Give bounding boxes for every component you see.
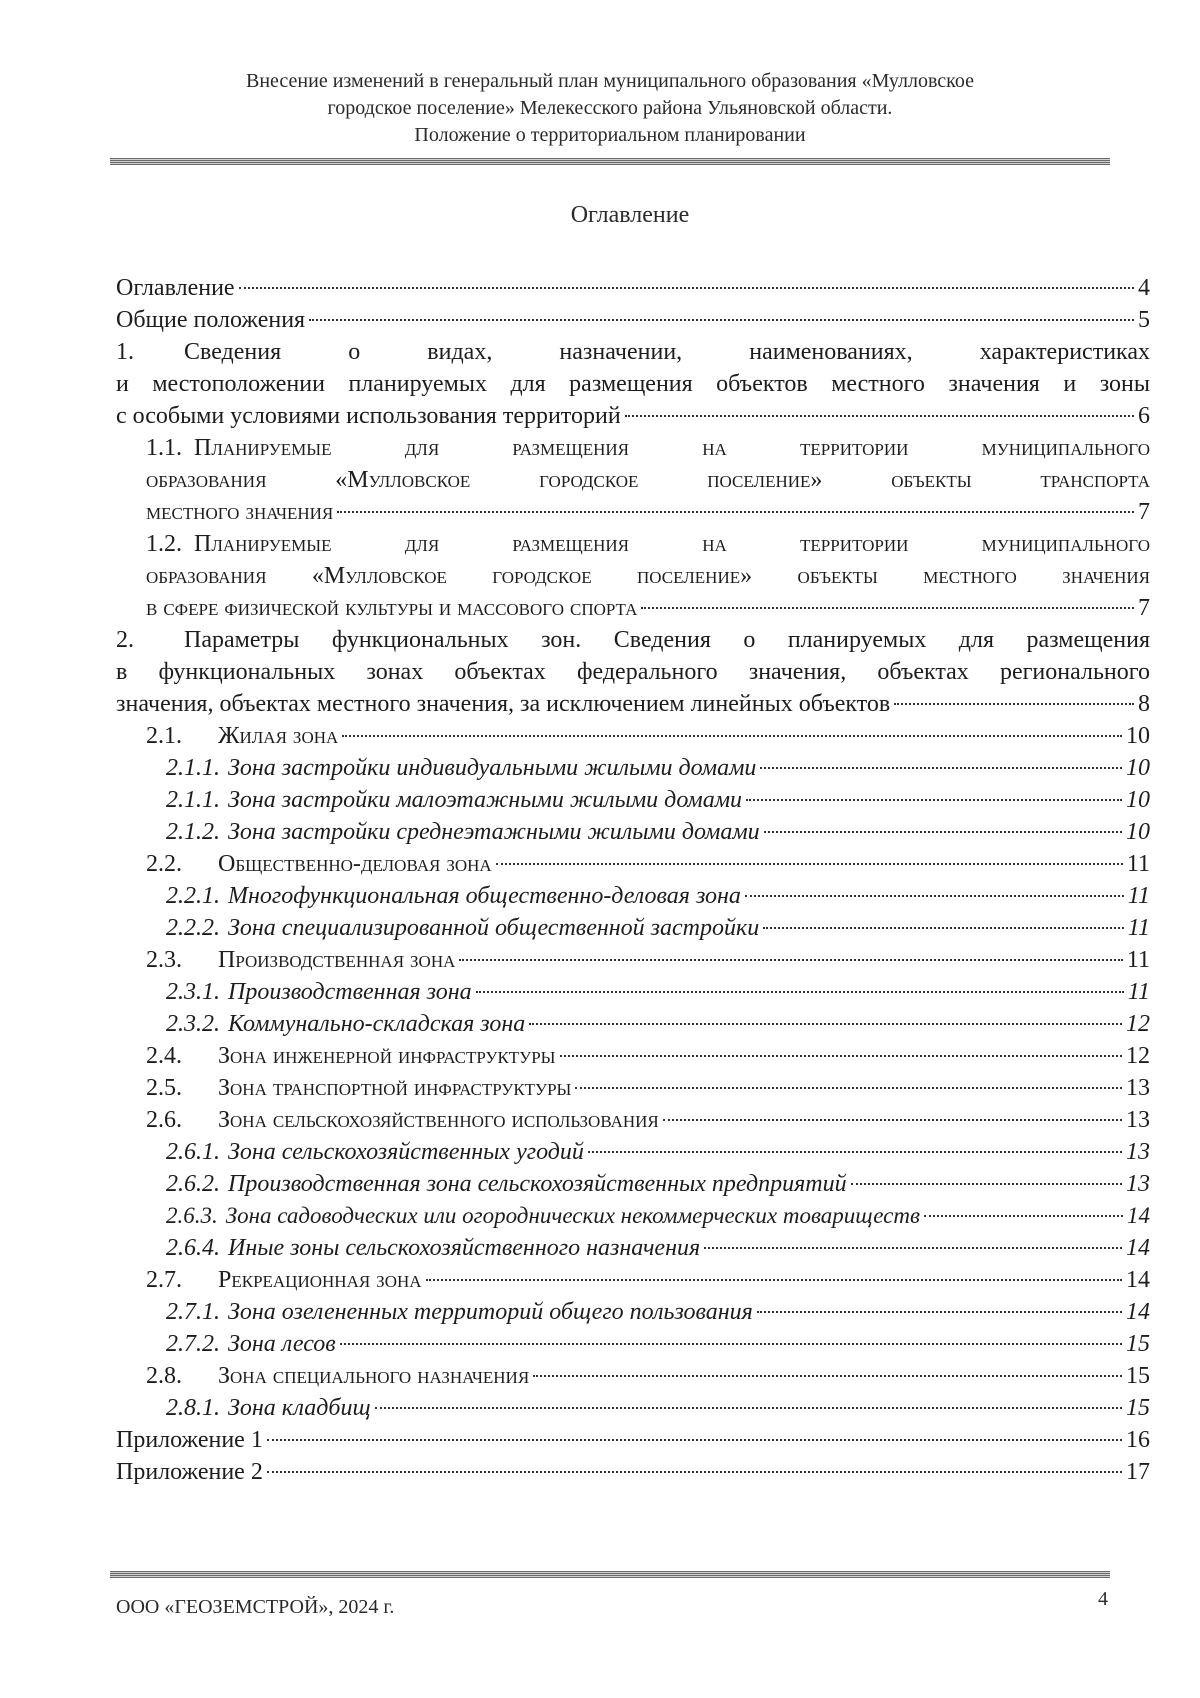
leader-dots <box>340 1343 1122 1345</box>
toc-entry-label: Производственная зона <box>218 947 456 973</box>
toc-entry-number: 2.6.2. <box>166 1171 220 1197</box>
leader-dots <box>267 1439 1122 1441</box>
toc-entry-line: в функциональных зонах объектах федерального значения, объектах регионального <box>116 659 1150 685</box>
toc-entry-line: и местоположении планируемых для размещения объектов местного значения и зоны <box>116 371 1150 397</box>
toc-page-number: 8 <box>1138 691 1150 717</box>
toc-page-number: 15 <box>1126 1331 1150 1357</box>
leader-dots <box>476 991 1124 993</box>
toc-entry-line: 1.2. Планируемые для размещения на территории муниципального <box>146 531 1150 557</box>
header-rule <box>110 158 1110 165</box>
toc-entry[interactable] <box>116 1424 1150 1456</box>
toc-entry-line: образования «Мулловское городское поселение» объекты транспорта <box>146 467 1150 493</box>
toc-entry-number: 2.6.3. <box>166 1203 218 1228</box>
toc-entry[interactable] <box>116 848 1150 880</box>
leader-dots <box>426 1279 1122 1281</box>
leader-dots <box>641 607 1134 609</box>
toc-entry-label: Оглавление <box>116 275 235 301</box>
leader-dots <box>764 831 1122 833</box>
toc-entry[interactable] <box>116 1104 1150 1136</box>
toc-entry-number: 1. <box>116 339 134 365</box>
toc-entry-number: 2.7.2. <box>166 1331 220 1357</box>
leader-dots <box>239 287 1134 289</box>
leader-dots <box>704 1247 1122 1249</box>
toc-entry-number: 2.1. <box>146 723 182 749</box>
leader-dots <box>342 735 1122 737</box>
toc-entry-line: 2. Параметры функциональных зон. Сведения о планируемых для размещения <box>116 624 1150 656</box>
leader-dots <box>575 1087 1122 1089</box>
toc-page-number: 11 <box>1127 915 1150 941</box>
leader-dots <box>375 1407 1122 1409</box>
toc-entry-label: Зона озелененных территорий общего пользования <box>228 1299 753 1325</box>
toc-entry-number: 2.5. <box>146 1075 182 1101</box>
toc-entry-number: 2.4. <box>146 1043 182 1069</box>
footer-company: ООО «ГЕОЗЕМСТРОЙ», 2024 г. <box>116 1596 395 1618</box>
toc-entry[interactable] <box>116 304 1150 336</box>
leader-dots <box>663 1119 1122 1121</box>
toc-entry[interactable] <box>116 1392 1150 1424</box>
header-line-3: Положение о территориальном планировании <box>414 124 806 146</box>
leader-dots <box>746 799 1122 801</box>
toc-entry-label: местного значения <box>146 499 334 525</box>
toc-entry[interactable] <box>116 336 1150 432</box>
toc-entry[interactable] <box>116 1296 1150 1328</box>
toc-entry-line: 1.1. Планируемые для размещения на территории муниципального <box>146 435 1150 461</box>
toc-entry[interactable] <box>116 1328 1150 1360</box>
toc-entry[interactable] <box>116 912 1150 944</box>
toc-entry-number: 2.1.2. <box>166 819 220 845</box>
toc-page-number: 11 <box>1126 851 1150 877</box>
toc-entry-label: значения, объектах местного значения, за исключением линейных объектов <box>116 691 891 717</box>
toc-entry-number: 2.6.1. <box>166 1139 220 1165</box>
toc-entry-label: Зона специализированной общественной застройки <box>228 915 760 941</box>
toc-page-number: 7 <box>1138 595 1150 621</box>
toc-entry-label: Рекреационная зона <box>218 1267 422 1293</box>
toc-entry-number: 2. <box>116 627 134 653</box>
toc-entry-number: 2.7. <box>146 1267 182 1293</box>
toc-page-number: 16 <box>1126 1427 1150 1453</box>
toc-entry[interactable] <box>116 784 1150 816</box>
leader-dots <box>533 1375 1122 1377</box>
toc-entry-number: 2.8. <box>146 1363 182 1389</box>
toc-page-number: 4 <box>1138 275 1150 301</box>
toc-entry-label: Зона транспортной инфраструктуры <box>218 1075 572 1101</box>
leader-dots <box>757 1311 1122 1313</box>
leader-dots <box>459 959 1122 961</box>
toc-entry-label: Жилая зона <box>218 723 339 749</box>
toc-entry[interactable] <box>116 720 1150 752</box>
leader-dots <box>267 1471 1122 1473</box>
toc-entry[interactable] <box>116 1360 1150 1392</box>
toc-entry-number: 2.3. <box>146 947 182 973</box>
leader-dots <box>337 511 1134 513</box>
toc-entry[interactable] <box>116 1008 1150 1040</box>
toc-page-number: 10 <box>1126 787 1150 813</box>
toc-entry-label: Зона инженерной инфраструктуры <box>218 1043 556 1069</box>
toc-page-number: 12 <box>1126 1043 1150 1069</box>
toc-entry[interactable] <box>116 1168 1150 1200</box>
toc-page-number: 13 <box>1126 1075 1150 1101</box>
toc-entry-label: Многофункциональная общественно-деловая зона <box>228 883 741 909</box>
toc-page-number: 7 <box>1138 499 1150 525</box>
toc-page-number: 15 <box>1126 1363 1150 1389</box>
toc-page-number: 14 <box>1126 1267 1150 1293</box>
leader-dots <box>745 895 1124 897</box>
footer-page-number: 4 <box>1098 1588 1108 1610</box>
toc-entry-label: Зона специального назначения <box>218 1363 530 1389</box>
toc-entry[interactable] <box>116 528 1150 624</box>
toc-page-number: 10 <box>1126 819 1150 845</box>
toc-entry-label: Общественно-деловая зона <box>218 851 492 877</box>
toc-entry[interactable] <box>116 624 1150 720</box>
toc-entry-number: 1.2. <box>146 531 182 557</box>
toc-entry-label: в сфере физической культуры и массового спорта <box>146 595 638 621</box>
toc-entry-number: 2.1.1. <box>166 755 220 781</box>
toc-entry[interactable] <box>116 944 1150 976</box>
toc-entry-number: 2.6.4. <box>166 1235 220 1261</box>
toc-entry-label: Коммунально-складская зона <box>228 1011 526 1037</box>
toc-entry-number: 2.7.1. <box>166 1299 220 1325</box>
leader-dots <box>560 1055 1123 1057</box>
toc-entry-number: 2.8.1. <box>166 1395 220 1421</box>
toc-page-number: 10 <box>1126 755 1150 781</box>
leader-dots <box>496 863 1123 865</box>
document-header <box>110 68 1110 149</box>
toc-entry-number: 2.3.2. <box>166 1011 220 1037</box>
toc-entry[interactable] <box>116 1040 1150 1072</box>
toc-entry-label: Зона лесов <box>228 1331 336 1357</box>
toc-entry-label: Зона застройки малоэтажными жилыми домами <box>228 787 743 813</box>
toc-entry-label: с особыми условиями использования территорий <box>116 403 621 429</box>
toc-page-number: 5 <box>1138 307 1150 333</box>
toc-entry-label: Зона кладбищ <box>228 1395 371 1421</box>
toc-entry-label: Зона садоводческих или огороднических некоммерческих товариществ <box>225 1203 920 1228</box>
toc-entry-number: 2.2.1. <box>166 883 220 909</box>
leader-dots <box>851 1183 1122 1185</box>
toc-entry[interactable] <box>116 1136 1150 1168</box>
toc-page-number: 15 <box>1126 1395 1150 1421</box>
toc-page-number: 6 <box>1138 403 1150 429</box>
toc-page-number: 11 <box>1127 883 1150 909</box>
toc-entry[interactable] <box>116 272 1150 304</box>
toc-entry-label: Приложение 1 <box>116 1427 263 1453</box>
toc-page-number: 17 <box>1126 1459 1150 1485</box>
toc-entry[interactable] <box>116 976 1150 1008</box>
toc-entry-label: Общие положения <box>116 307 306 333</box>
leader-dots <box>309 319 1134 321</box>
header-line-2: городское поселение» Мелекесского района Ульяновской области. <box>327 97 893 119</box>
toc-entry-label: Зона сельскохозяйственных угодий <box>228 1139 584 1165</box>
leader-dots <box>529 1023 1122 1025</box>
table-of-contents <box>116 272 1150 1488</box>
toc-entry[interactable] <box>116 1072 1150 1104</box>
toc-entry[interactable] <box>116 816 1150 848</box>
toc-entry-line: образования «Мулловское городское поселение» объекты местного значения <box>146 563 1150 589</box>
toc-page-number: 11 <box>1127 979 1150 1005</box>
toc-entry[interactable] <box>116 880 1150 912</box>
header-line-1: Внесение изменений в генеральный план муниципального образования «Мулловское <box>246 70 974 92</box>
leader-dots <box>760 767 1122 769</box>
toc-entry[interactable] <box>116 1200 1150 1232</box>
footer-rule <box>110 1571 1110 1578</box>
toc-page-number: 14 <box>1126 1235 1150 1261</box>
leader-dots <box>763 927 1124 929</box>
toc-entry[interactable] <box>116 752 1150 784</box>
toc-page-number: 11 <box>1126 947 1150 973</box>
toc-entry-label: Зона застройки среднеэтажными жилыми домами <box>228 819 760 845</box>
toc-entry-number: 2.2. <box>146 851 182 877</box>
toc-entry-label: Иные зоны сельскохозяйственного назначения <box>228 1235 701 1261</box>
toc-page-number: 13 <box>1126 1139 1150 1165</box>
leader-dots <box>625 415 1134 417</box>
toc-entry-number: 2.2.2. <box>166 915 220 941</box>
leader-dots <box>894 703 1134 705</box>
toc-entry[interactable] <box>116 1264 1150 1296</box>
toc-page-number: 13 <box>1126 1107 1150 1133</box>
toc-entry-label: Зона сельскохозяйственного использования <box>218 1107 659 1133</box>
toc-entry-label: Производственная зона <box>228 979 472 1005</box>
toc-page-number: 13 <box>1126 1171 1150 1197</box>
toc-entry[interactable] <box>116 1232 1150 1264</box>
toc-entry-number: 2.6. <box>146 1107 182 1133</box>
toc-title: Оглавление <box>570 202 690 228</box>
toc-entry-number: 2.1.1. <box>166 787 220 813</box>
toc-page-number: 14 <box>1126 1299 1150 1325</box>
leader-dots <box>924 1215 1123 1217</box>
toc-entry[interactable] <box>116 1456 1150 1488</box>
toc-entry-number: 2.3.1. <box>166 979 220 1005</box>
toc-entry-label: Производственная зона сельскохозяйственных предприятий <box>228 1171 847 1197</box>
toc-entry[interactable] <box>116 432 1150 528</box>
toc-page-number: 12 <box>1126 1011 1150 1037</box>
toc-entry-line: 1. Сведения о видах, назначении, наименованиях, характеристиках <box>116 336 1150 368</box>
toc-page-number: 10 <box>1126 723 1150 749</box>
toc-entry-label: Приложение 2 <box>116 1459 263 1485</box>
toc-entry-label: Зона застройки индивидуальными жилыми домами <box>228 755 757 781</box>
toc-entry-number: 1.1. <box>146 435 182 461</box>
leader-dots <box>588 1151 1122 1153</box>
toc-page-number: 14 <box>1127 1203 1150 1228</box>
